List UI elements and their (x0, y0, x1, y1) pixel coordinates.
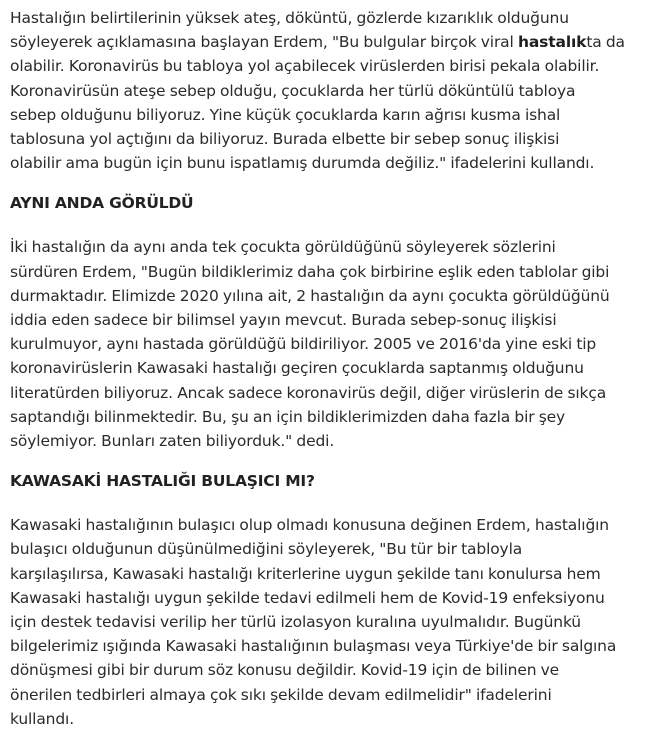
paragraph-line: iddia eden sadece bir bilimsel yayın mevcut. Burada sebep-sonuç ilişkisi (10, 311, 557, 330)
paragraph-line: kurulmuyor, aynı hastada görüldüğü bildiriliyor. 2005 ve 2016'da yine eski tip (10, 335, 597, 354)
tag-link-hastalik[interactable]: hastalık (517, 33, 587, 52)
paragraph-line: durmaktadır. Elimizde 2020 yılına ait, 2 hastalığın da aynı çocukta görüldüğünü (10, 286, 610, 305)
paragraph-text: ta da (586, 33, 625, 52)
section-heading: AYNI ANDA GÖRÜLDÜ (10, 194, 194, 213)
paragraph-line: bilgelerimiz ışığında Kawasaki hastalığının bulaşması veya Türkiye'de bir salgına (10, 637, 617, 656)
article-paragraph (10, 6, 642, 175)
paragraph-line: tablosuna yol açtığını da biliyoruz. Burada elbette bir sebep sonuç ilişkisi (10, 130, 560, 149)
paragraph-text: söyleyerek açıklamasına başlayan Erdem, "Bu bulgular birçok viral (10, 33, 518, 52)
paragraph-line: Kawasaki hastalığının bulaşıcı olup olmadı konusuna değinen Erdem, hastalığın (10, 516, 609, 535)
paragraph-line: sebep olduğunu biliyoruz. Yine küçük çocuklarda karın ağrısı kusma ishal (10, 105, 561, 124)
paragraph-line: için destek tedavisi verilip her türlü izolasyon kuralına uyulmalıdır. Bugünkü (10, 613, 581, 632)
paragraph-line: Hastalığın belirtilerinin yüksek ateş, döküntü, gözlerde kızarıklık olduğunu (10, 9, 569, 27)
paragraph-line: Koronavirüsün ateşe sebep olduğu, çocuklarda her türlü döküntülü tabloya (10, 81, 576, 100)
paragraph-line: literatürden biliyoruz. Ancak sadece koronavirüs değil, diğer virüslerin de sıkça (10, 383, 607, 402)
paragraph-line: saptandığı bilinmektedir. Bu, şu an için bildiklerimizden daha fazla bir şey (10, 407, 566, 426)
paragraph-line: karşılaşılırsa, Kawasaki hastalığı kriterlerine uygun şekilde tanı konulursa hem (10, 564, 601, 583)
paragraph-line: sürdüren Erdem, "Bugün bildiklerimiz daha çok birbirine eşlik eden tablolar gibi (10, 262, 610, 281)
paragraph-line: olabilir ama bugün için bunu ispatlamış durumda değiliz." ifadelerini kullandı. (10, 154, 595, 173)
section-heading: KAWASAKİ HASTALIĞI BULAŞICI MI? (10, 472, 315, 491)
paragraph-line: olabilir. Koronavirüs bu tabloya yol açabilecek virüslerden birisi pekala olabilir. (10, 57, 600, 76)
paragraph-line: önerilen tedbirleri almaya çok sıkı şekilde devam edilmelidir" ifadelerini (10, 685, 552, 704)
paragraph-line: Kawasaki hastalığı uygun şekilde tedavi edilmeli hem de Kovid-19 enfeksiyonu (10, 588, 605, 607)
paragraph-line: söylemiyor. Bunları zaten biliyorduk." dedi. (10, 432, 335, 451)
paragraph-line (10, 30, 642, 54)
paragraph-line: bulaşıcı olduğunun düşünülmediğini söyleyerek, "Bu tür bir tabloyla (10, 540, 523, 559)
paragraph-line: kullandı. (10, 709, 74, 728)
paragraph-line: dönüşmesi gibi bir durum söz konusu değildir. Kovid-19 için de bilinen ve (10, 661, 560, 680)
article-paragraph (10, 513, 642, 731)
paragraph-line: koronavirüslerin Kawasaki hastalığı geçiren çocuklarda saptanmış olduğunu (10, 359, 584, 378)
paragraph-line: İki hastalığın da aynı anda tek çocukta görüldüğünü söyleyerek sözlerini (10, 238, 556, 257)
article-paragraph (10, 235, 642, 453)
